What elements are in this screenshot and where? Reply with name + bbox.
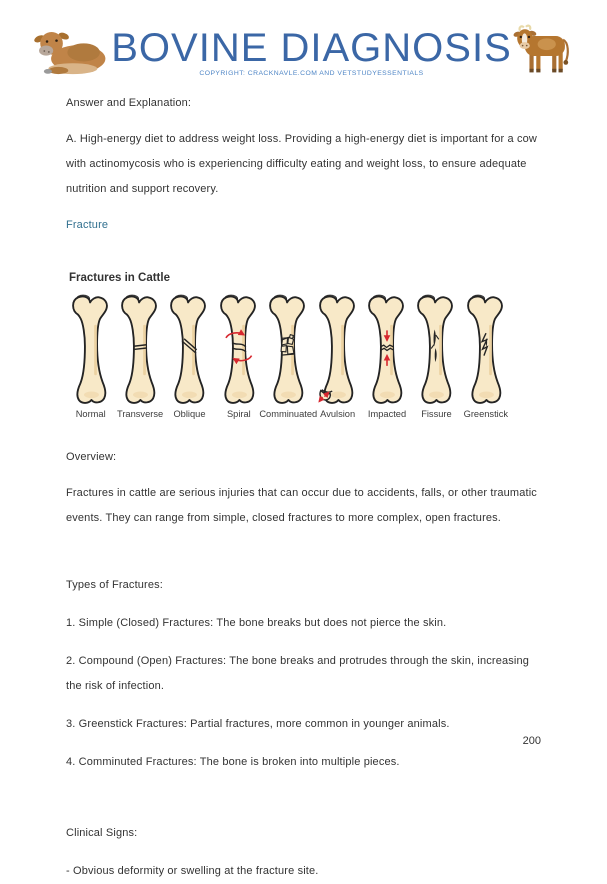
bone-oblique-illustration (168, 294, 210, 406)
page-number: 200 (522, 735, 541, 747)
bone-impacted (362, 294, 411, 419)
bone-comminuated-illustration (267, 294, 309, 406)
calf-image (33, 25, 109, 78)
type-item-simple: 1. Simple (Closed) Fractures: The bone breaks but does not pierce the skin. (66, 617, 447, 629)
bone-spiral-illustration (218, 294, 260, 406)
bone-transverse (115, 294, 164, 419)
bone-label: Comminuated (259, 409, 318, 419)
figure-title: Fractures in Cattle (69, 272, 170, 284)
bone-greenstick (461, 294, 510, 419)
bone-label: Impacted (367, 409, 407, 419)
copyright-text: COPYRIGHT: CRACKNAVLE.COM AND VETSTUDYESSENTIALS (199, 69, 424, 77)
bone-normal-illustration (70, 294, 112, 406)
cow-image (514, 24, 574, 79)
main-content (0, 91, 607, 884)
fracture-link[interactable]: Fracture (66, 219, 109, 231)
overview-heading: Overview: (66, 451, 117, 463)
bones-row (66, 294, 511, 419)
bone-label: Normal (75, 409, 106, 419)
bone-avulsion (313, 294, 362, 419)
types-heading: Types of Fractures: (66, 579, 163, 591)
bone-impacted-illustration (366, 294, 408, 406)
bone-fissure-illustration (415, 294, 457, 406)
title-block (111, 27, 512, 77)
bone-label: Oblique (173, 409, 206, 419)
bone-label: Transverse (117, 409, 164, 419)
bone-fissure (412, 294, 461, 419)
clinical-sign-item: - Obvious deformity or swelling at the fracture site. (66, 865, 319, 877)
bone-label: Fissure (421, 409, 452, 419)
header (0, 0, 607, 79)
bone-avulsion-illustration (317, 294, 359, 406)
answer-paragraph: A. High-energy diet to address weight loss. Providing a high-energy diet is important for a cow with actinomycosis who is experiencing difficulty eating and weight loss, to ensure adequate nutrition and support recovery. (66, 133, 537, 195)
type-item-compound: 2. Compound (Open) Fractures: The bone breaks and protrudes through the skin, increasing the risk of infection. (66, 655, 530, 692)
type-item-comminuted: 4. Comminuted Fractures: The bone is broken into multiple pieces. (66, 756, 400, 768)
clinical-heading: Clinical Signs: (66, 827, 138, 839)
fracture-figure (66, 272, 541, 419)
bone-transverse-illustration (119, 294, 161, 406)
bone-comminuated (259, 294, 318, 419)
bone-label: Greenstick (463, 409, 509, 419)
bone-greenstick-illustration (465, 294, 507, 406)
bone-normal (66, 294, 115, 419)
bone-label: Avulsion (320, 409, 356, 419)
answer-heading: Answer and Explanation: (66, 97, 192, 109)
bone-spiral (214, 294, 263, 419)
overview-paragraph: Fractures in cattle are serious injuries that can occur due to accidents, falls, or other traumatic events. They can range from simple, closed fractures to more complex, open fractures. (66, 487, 537, 524)
bone-label: Spiral (226, 409, 251, 419)
type-item-greenstick: 3. Greenstick Fractures: Partial fractures, more common in younger animals. (66, 718, 450, 730)
page-title: BOVINE DIAGNOSIS (111, 25, 512, 70)
bone-oblique (165, 294, 214, 419)
